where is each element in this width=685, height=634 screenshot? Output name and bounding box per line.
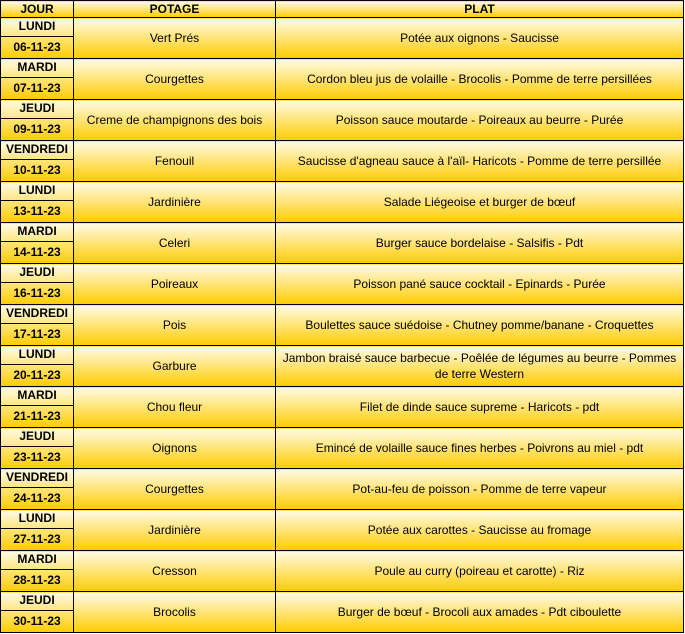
plat-cell: Pot-au-feu de poisson - Pomme de terre vapeur	[276, 469, 684, 510]
table-row	[1, 346, 684, 387]
day-cell	[1, 223, 74, 264]
day-cell	[1, 428, 74, 469]
day-date: 30-11-23	[13, 614, 61, 628]
table-row	[1, 18, 684, 59]
day-cell	[1, 59, 74, 100]
day-date: 24-11-23	[13, 491, 61, 505]
plat-cell: Poisson sauce moutarde - Poireaux au beurre - Purée	[276, 100, 684, 141]
day-cell	[1, 264, 74, 305]
day-name: VENDREDI	[1, 469, 73, 488]
plat-cell: Boulettes sauce suédoise - Chutney pomme/banane - Croquettes	[276, 305, 684, 346]
plat-cell: Potée aux carottes - Saucisse au fromage	[276, 510, 684, 551]
plat-cell: Poisson pané sauce cocktail - Epinards - Purée	[276, 264, 684, 305]
day-name: MARDI	[1, 551, 73, 570]
plat-cell: Emincé de volaille sauce fines herbes - Poivrons au miel - pdt	[276, 428, 684, 469]
day-date: 27-11-23	[13, 532, 61, 546]
table-row	[1, 223, 684, 264]
day-name: JEUDI	[1, 592, 73, 611]
potage-cell: Oignons	[74, 428, 276, 469]
table-row	[1, 592, 684, 633]
table-row	[1, 141, 684, 182]
potage-cell: Cresson	[74, 551, 276, 592]
header-jour: JOUR	[1, 1, 74, 18]
day-name: MARDI	[1, 387, 73, 406]
day-date: 20-11-23	[13, 368, 61, 382]
plat-cell: Potée aux oignons - Saucisse	[276, 18, 684, 59]
potage-cell: Chou fleur	[74, 387, 276, 428]
day-date: 07-11-23	[13, 81, 61, 95]
day-name: LUNDI	[1, 18, 73, 37]
plat-cell: Poule au curry (poireau et carotte) - Riz	[276, 551, 684, 592]
potage-cell: Creme de champignons des bois	[74, 100, 276, 141]
day-date: 14-11-23	[13, 245, 61, 259]
day-name: MARDI	[1, 223, 73, 242]
potage-cell: Vert Prés	[74, 18, 276, 59]
day-cell	[1, 141, 74, 182]
plat-cell: Burger de bœuf - Brocoli aux amades - Pdt ciboulette	[276, 592, 684, 633]
day-name: LUNDI	[1, 346, 73, 365]
potage-cell: Jardinière	[74, 182, 276, 223]
plat-cell: Burger sauce bordelaise - Salsifis - Pdt	[276, 223, 684, 264]
plat-cell: Filet de dinde sauce supreme - Haricots - pdt	[276, 387, 684, 428]
header-potage: POTAGE	[74, 1, 276, 18]
table-row	[1, 182, 684, 223]
plat-cell: Salade Liégeoise et burger de bœuf	[276, 182, 684, 223]
day-name: LUNDI	[1, 510, 73, 529]
table-row	[1, 305, 684, 346]
menu-body	[1, 18, 684, 633]
table-row	[1, 59, 684, 100]
header-plat: PLAT	[276, 1, 684, 18]
potage-cell: Garbure	[74, 346, 276, 387]
potage-cell: Pois	[74, 305, 276, 346]
day-date: 13-11-23	[13, 204, 61, 218]
day-cell	[1, 305, 74, 346]
day-date: 10-11-23	[13, 163, 61, 177]
day-cell	[1, 346, 74, 387]
table-row	[1, 100, 684, 141]
day-cell	[1, 100, 74, 141]
day-cell	[1, 18, 74, 59]
plat-cell: Jambon braisé sauce barbecue - Poêlée de légumes au beurre - Pommes de terre Western	[276, 346, 684, 387]
header-row	[1, 1, 684, 18]
day-cell	[1, 387, 74, 428]
table-row	[1, 551, 684, 592]
potage-cell: Courgettes	[74, 469, 276, 510]
plat-cell: Cordon bleu jus de volaille - Brocolis - Pomme de terre persillées	[276, 59, 684, 100]
day-name: JEUDI	[1, 264, 73, 283]
day-name: LUNDI	[1, 182, 73, 201]
potage-cell: Courgettes	[74, 59, 276, 100]
day-cell	[1, 182, 74, 223]
plat-cell: Saucisse d'agneau sauce à l'aïl- Haricots - Pomme de terre persillée	[276, 141, 684, 182]
day-cell	[1, 510, 74, 551]
table-row	[1, 387, 684, 428]
potage-cell: Poireaux	[74, 264, 276, 305]
day-date: 28-11-23	[13, 573, 61, 587]
table-row	[1, 428, 684, 469]
table-row	[1, 264, 684, 305]
day-cell	[1, 469, 74, 510]
day-date: 06-11-23	[13, 40, 61, 54]
table-row	[1, 510, 684, 551]
day-date: 17-11-23	[13, 327, 61, 341]
day-date: 21-11-23	[13, 409, 61, 423]
day-name: JEUDI	[1, 428, 73, 447]
day-date: 09-11-23	[13, 122, 61, 136]
potage-cell: Fenouil	[74, 141, 276, 182]
day-cell	[1, 551, 74, 592]
table-row	[1, 469, 684, 510]
day-date: 23-11-23	[13, 450, 61, 464]
potage-cell: Celeri	[74, 223, 276, 264]
day-name: VENDREDI	[1, 141, 73, 160]
day-cell	[1, 592, 74, 633]
day-date: 16-11-23	[13, 286, 61, 300]
day-name: JEUDI	[1, 100, 73, 119]
potage-cell: Brocolis	[74, 592, 276, 633]
day-name: VENDREDI	[1, 305, 73, 324]
potage-cell: Jardinière	[74, 510, 276, 551]
day-name: MARDI	[1, 59, 73, 78]
